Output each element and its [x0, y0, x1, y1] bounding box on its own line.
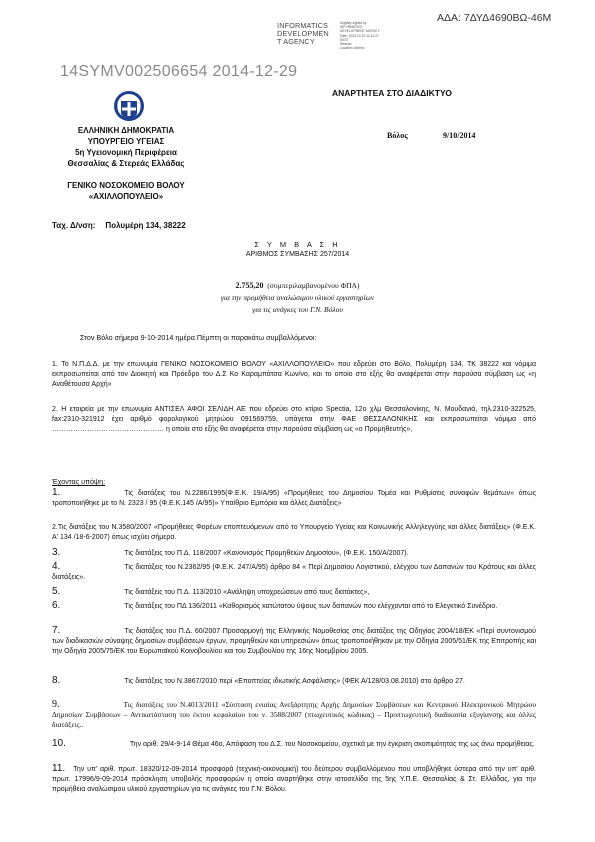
contract-amount: [0, 281, 595, 290]
contract-purpose-needs: για τις ανάγκες του Γ.Ν. Βόλου: [252, 305, 343, 314]
item-number: 11.: [52, 763, 66, 774]
list-item: [52, 626, 536, 656]
considering-heading: Έχοντας υπόψη:: [52, 477, 106, 486]
signing-agency: [277, 22, 329, 47]
contract-purpose: για την προμήθεια αναλώσιμου υλικού εργαστηρίων: [220, 293, 375, 302]
list-item: [52, 676, 536, 687]
contract-intro: Στον Βόλο σήμερα 9-10-2014 ημέρα Πέμπτη οι παρακάτω συμβαλλόμενοι:: [80, 333, 317, 342]
address: [52, 221, 186, 230]
issuer-line: 5η Υγειονομική Περιφέρεια: [75, 148, 177, 157]
agency-line: T AGENCY: [277, 37, 315, 47]
agency-line: INFORMATICS: [277, 21, 329, 30]
document-id: 14SYMV002506654 2014-12-29: [60, 63, 298, 80]
date-place: Βόλος: [387, 131, 408, 140]
signature-line: Reason:: [340, 42, 353, 47]
issuer-line: ΥΠΟΥΡΓΕΙΟ ΥΓΕΙΑΣ: [87, 137, 165, 146]
signature-line: Date: 2014.10.22 11:41:27: [340, 33, 379, 38]
issuer-line: ΓΕΝΙΚΟ ΝΟΣΟΚΟΜΕΙΟ ΒΟΛΟΥ: [67, 181, 185, 190]
item-text: Την υπ' αριθ. πρωτ. 18320/12-09-2014 προσφορά (τεχνική-οικονομική) του δεύτερου συμβαλλόμενου που υποβλήθηκε ύστερα από την υπ' αριθ. πρωτ. 17996/9-09-2014 πρόσκληση υποβολής προσφορών η οποία αναρτήθηκε στην ιστοσελίδα της 5ης Υ.Π.Ε. Θεσσαλίας & Στ. Ελλάδας, για την προμήθεια αναλώσιμου υλικού εργαστηρίων για τις ανάγκες του Γ.Ν. Βόλου.: [52, 766, 536, 793]
party-paragraph: 2. Η εταιρεία με την επωνυμία ΑΝΤΙΣΕΛ ΑΦΟΙ ΣΕΛΙΔΗ ΑΕ που εδρεύει στο κτίριο Spectia, 12ο χλμ Θεσσαλονίκης, Ν. Μουδανιά, τηλ.2310-322525, fax:2310-321912 έχει αριθμό φορολογικού μητρώου 091569759, υπάγεται στην ΦΑΕ ΘΕΣΣΑΛΟΝΙΚΗΣ και εκπροσωπείται νόμιμα από ………………………………………… η οποία στο εξής θα αναφέρεται στην παρούσα σύμβαση ως «ο Προμηθευτής»,: [52, 406, 536, 433]
issuer-line: Θεσσαλίας & Στερεάς Ελλάδας: [67, 159, 185, 168]
list-item: [52, 764, 536, 794]
item-number: 7.: [52, 625, 61, 636]
issuer-block: [36, 125, 216, 202]
digital-signature: [340, 21, 400, 50]
date-value: 9/10/2014: [443, 131, 476, 140]
issuer-line: [36, 169, 216, 180]
item-text: Τις διατάξεις του Ν.2362/95 (Φ.Ε.Κ. 247/Α/95) άρθρο 84 « Περί Δημοσίου Λογιστικού, ελέγχου των Δαπανών του Κράτους και άλλες διατάξεις».: [52, 564, 536, 581]
signature-line: DEVELOPMENT AGENCY: [340, 29, 380, 34]
item-text: Τις διατάξεις του Π.Δ. 118/2007 «Κανονισμός Προμηθειών Δημοσίου», (Φ.Ε.Κ. 150/Α/2007).: [124, 550, 409, 557]
signature-line: EEST: [340, 37, 349, 42]
list-item: [52, 700, 536, 729]
address-value: Πολυμέρη 134, 38222: [105, 221, 186, 230]
party-paragraph: 1. Το Ν.Π.Δ.Δ. με την επωνυμία ΓΕΝΙΚΟ ΝΟΣΟΚΟΜΕΙΟ ΒΟΛΟΥ «ΑΧΙΛΛΟΠΟΥΛΕΙΟ» που εδρεύει στο Βόλο, Πολυμέρη 134, ΤΚ 38222 και νόμιμα εκπροσωπείται από τον Διοικητή και Πρόεδρο του Δ.Σ Κο Καραμπάτσα Κων/νο, και το οποίο στο εξής θα αναφέρεται στην παρούσα σύμβαση ως «η Αναθέτουσα Αρχή»: [52, 361, 536, 388]
item-number: 1.: [52, 487, 61, 498]
list-item: [52, 562, 536, 583]
item-text: Τις διατάξεις του Ν.3867/2010 περί «Εποπτείας ιδιωτικής Ασφάλισης» (ΦΕΚ Α/128/03.08.2010) στο άρθρο 27.: [124, 678, 465, 685]
item-text: Τις διατάξεις του Π.Δ. 113/2010 «Ανάληψη υποχρεώσεων από τους διατάκτες»,: [124, 589, 370, 596]
item-text: Την αριθ. 29/4-9-14 Θέμα 46ο, Απόφαση του Δ.Σ. του Νοσοκομείου, σχετικά με την έγκριση σκοπιμότητας της ως άνω προμήθειας.: [129, 741, 535, 748]
item-number: 6.: [52, 600, 61, 611]
list-item: [52, 601, 536, 612]
list-item: [52, 523, 536, 543]
item-text: Τις διατάξεις του Ν.2286/1995(Φ.Ε.Κ. 19/Α/95) «Προμήθειες του Δημοσίου Τομέα και Ρυθμίσεις συναφών θεμάτων» όπως τροποποιήθηκε με το Ν. 2323 / 95 (Φ.Ε.Κ.145 /Α/95)» Υπαίθριο Εμπόριο και άλλες Διατάξεις»: [52, 490, 536, 507]
item-number: 4.: [52, 561, 61, 572]
signature-line: Digitally signed by: [340, 21, 367, 25]
issuer-line: «ΑΧΙΛΛΟΠΟΥΛΕΙΟ»: [88, 192, 164, 201]
item-number: 8.: [52, 675, 61, 686]
item-number: 5.: [52, 586, 61, 597]
item-number: 3.: [52, 547, 61, 558]
list-item: [52, 587, 536, 598]
item-text: Τις διατάξεις του Ν.4013/2011 «Σύσταση ενιαίας Ανεξάρτητης Αρχής Δημοσίων Συμβάσεων και Κεντρικού Ηλεκτρονικού Μητρώου Δημοσίων Συμβάσεων – Αντικατάσταση του έκτου κεφαλαίου του ν. 3588/2007 (πτωχευτικός κώδικας) – Προπτωχευτική διαδικασία εξυγίανσης και άλλες διατάξεις..: [52, 700, 536, 729]
contract-number: ΑΡΙΘΜΟΣ ΣΥΜΒΑΣΗΣ 257/2014: [245, 251, 350, 258]
list-item: [52, 548, 536, 559]
item-text: 2.Τις διατάξεις του Ν.3580/2007 «Προμήθειες Φορέων εποπτευόμενων από το Υπουργείο Υγείας και Κοινωνικής Αλληλεγγύης και άλλες διατάξεις» (Φ.Ε.Κ. Α' 134 /18-6-2007) όπως ισχύει σήμερα.: [52, 524, 536, 541]
item-number: 10.: [52, 738, 66, 749]
item-number: 9.: [52, 699, 60, 710]
agency-line: DEVELOPMEN: [277, 29, 329, 39]
item-text: Τις διατάξεις του Π.Δ. 60/2007 Προσαρμογή της Ελληνικής Νομοθεσίας στις διατάξεις της Οδηγίας 2004/18/ΕΚ «Περί συντονισμού των διαδικασιών σύναψης δημοσίων συμβάσεων έργων, προμηθειών και υπηρεσιών» όπως τροποποιήθηκαν με την Οδηγία 2005/51/ΕΚ της Επιτροπής και την Οδηγία 2005/75/ΕΚ του Ευρωπαϊκού Κοινοβουλίου και του Συμβουλίου της 16ης Νοεμβρίου 2005.: [52, 628, 536, 655]
contract-title: Σ Υ Μ Β Α Σ Η: [254, 240, 341, 249]
item-text: Τις διατάξεις του ΠΔ 136/2011 «Καθορισμός κατώτατου ύψους των δαπανών που ελέγχονται από το Ελεγκτικό Συνέδριο.: [124, 603, 498, 610]
amount-value: 2.755,20: [235, 281, 264, 290]
address-label: Ταχ. Δ/νση:: [52, 221, 96, 230]
ada-number: ΑΔΑ: 7ΔΥΔ4690ΒΩ-46Μ: [437, 12, 552, 24]
list-item: [52, 488, 536, 509]
issuer-line: ΕΛΛΗΝΙΚΗ ΔΗΜΟΚΡΑΤΙΑ: [77, 126, 175, 135]
signature-line: INFORMATICS: [340, 25, 363, 30]
amount-note: (συμπεριλαμβανομένου ΦΠΑ): [267, 281, 360, 290]
list-item: [52, 739, 536, 750]
greek-emblem-icon: [112, 89, 146, 123]
signature-line: Location: Athens: [340, 46, 365, 51]
internet-posting-note: ΑΝΑΡΤΗΤΕΑ ΣΤΟ ΔΙΑΔΙΚΤΥΟ: [332, 88, 452, 98]
